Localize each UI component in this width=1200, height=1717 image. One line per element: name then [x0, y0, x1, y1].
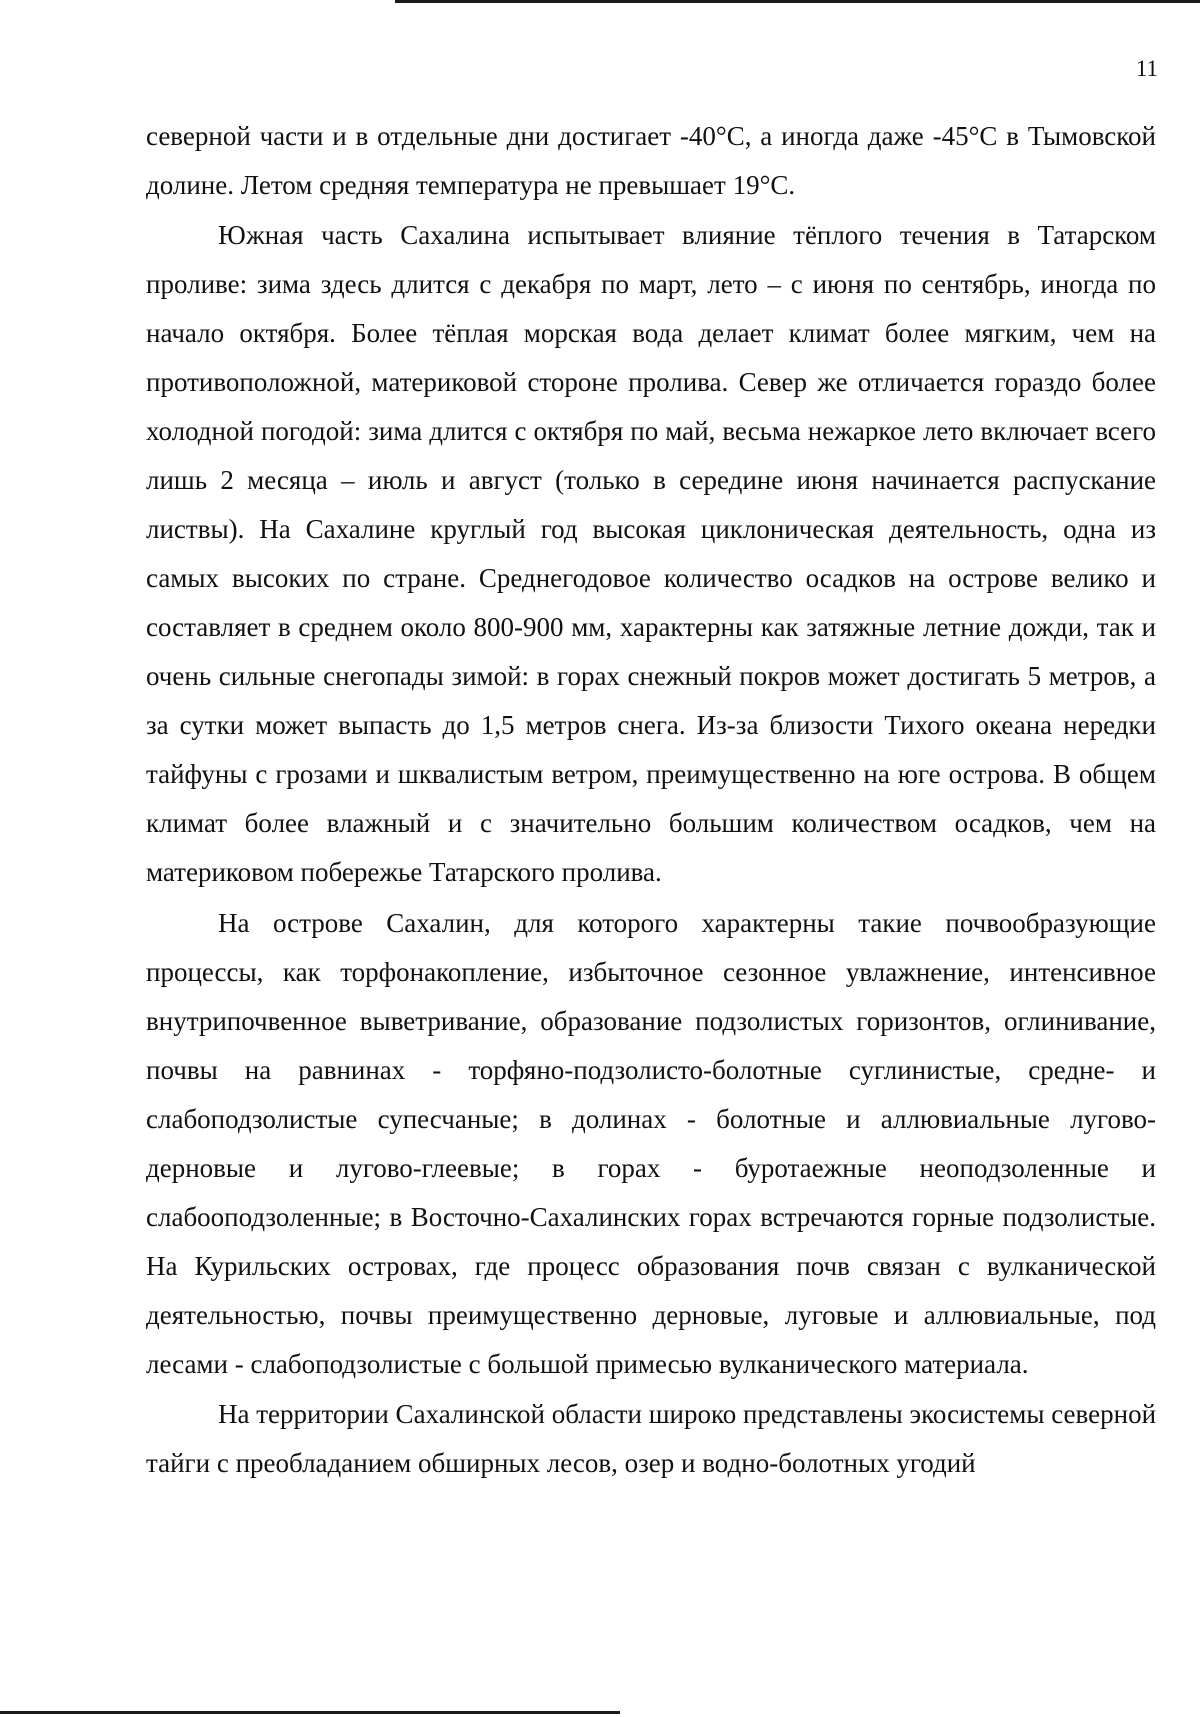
paragraph-ecosystems: На территории Сахалинской области широко представлены экосистемы северной тайги с преобладанием обширных лесов, озер и водно-болотных угодий [146, 1399, 1157, 1478]
paragraph-climate: Южная часть Сахалина испытывает влияние тёплого течения в Татарском проливе: зима здесь длится с декабря по март, лето – с июня по сентябрь, иногда по начало октября. Более тёплая морская вода делает климат более мягким, чем на противоположной, материковой стороне пролива. Север же отличается гораздо более холодной погодой: зима длится с октября по май, весьма нежаркое лето включает всего лишь 2 месяца – июль и август (только в середине июня начинается распускание листвы). На Сахалине круглый год высокая циклоническая деятельность, одна из самых высоких по стране. Среднегодовое количество осадков на острове велико и составляет в среднем около 800-900 мм, характерны как затяжные летние дожди, так и очень сильные снегопады зимой: в горах снежный покров может достигать 5 метров, а за сутки может выпасть до 1,5 метров снега. Из-за близости Тихого океана нередки тайфуны с грозами и шквалистым ветром, преимущественно на юге острова. В общем климат более влажный и с значительно большим количеством осадков, чем на материковом побережье Татарского пролива. [146, 220, 1156, 887]
document-body [146, 112, 1156, 1488]
paragraph-soils: На острове Сахалин, для которого характерны такие почвообразующие процессы, как торфонакопление, избыточное сезонное увлажнение, интенсивное внутрипочвенное выветривание, образование подзолистых горизонтов, оглинивание, почвы на равнинах - торфяно-подзолисто-болотные суглинистые, средне- и слабоподзолистые супесчаные; в долинах - болотные и аллювиальные лугово-дерновые и лугово-глеевые; в горах - буротаежные неоподзоленные и слабооподзоленные; в Восточно-Сахалинских горах встречаются горные подзолистые. На Курильских островах, где процесс образования почв связан с вулканической деятельностью, почвы преимущественно дерновые, луговые и аллювиальные, под лесами - слабоподзолистые с большой примесью вулканического материала. [146, 908, 1156, 1379]
bottom-edge-line [0, 1711, 620, 1714]
page-number: 11 [1135, 56, 1158, 81]
paragraph-continuation: северной части и в отдельные дни достигает -40°С, а иногда даже -45°С в Тымовской долине. Летом средняя температура не превышает 19°С. [146, 121, 1156, 200]
top-edge-line [395, 0, 1200, 3]
